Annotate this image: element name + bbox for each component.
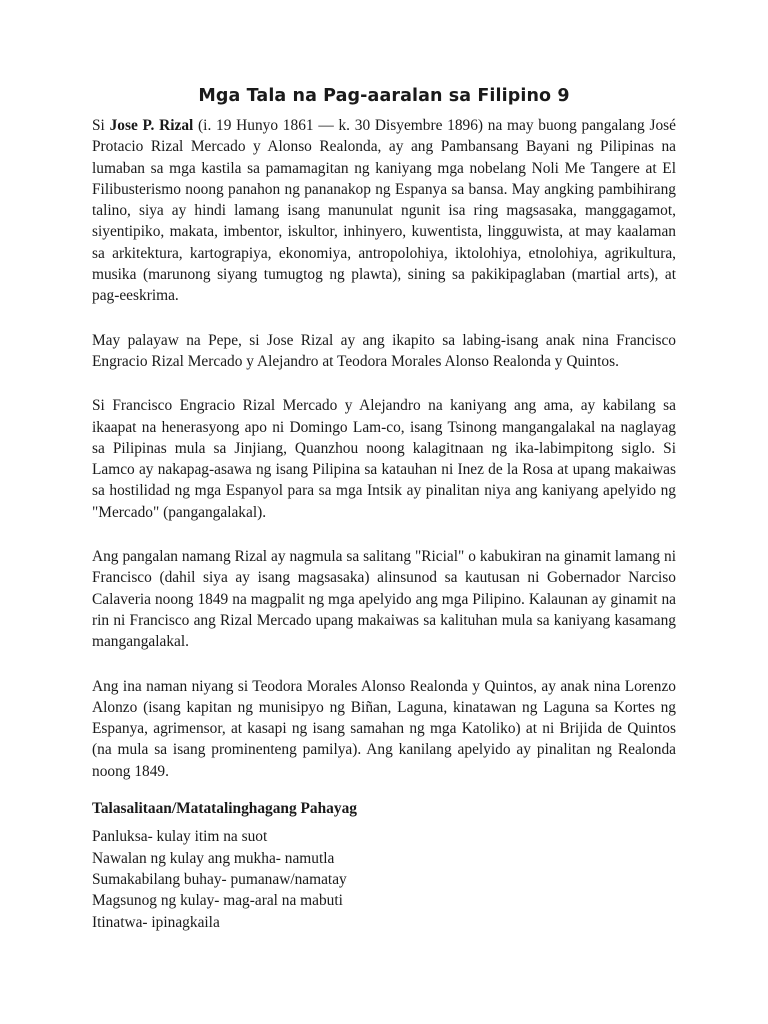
paragraph-rizal-intro (92, 115, 676, 307)
vocabulary-list (92, 826, 676, 932)
vocabulary-item: Sumakabilang buhay- pumanaw/namatay (92, 870, 347, 888)
rizal-name-bold: Jose P. Rizal (109, 117, 194, 134)
paragraph-prefix: Si (92, 117, 110, 134)
document-title: Mga Tala na Pag-aaralan sa Filipino 9 (198, 86, 570, 106)
paragraph-mother: Ang ina naman niyang si Teodora Morales Alonso Realonda y Quintos, ay anak nina Lorenzo Alonzo (isang kapitan ng munisipyo ng Biñan, Laguna, kinatawan ng Laguna sa Kortes ng Espanya, agrimensor, at kasapi ng isang samahan ng mga Katoliko) at ni Brijida de Quintos (na mula sa isang prominenteng pamilya). Ang kanilang apelyido ay pinalitan ng Realonda noong 1849. (92, 677, 676, 780)
paragraph-text: (i. 19 Hunyo 1861 — k. 30 Disyembre 1896) na may buong pangalang José Protacio Rizal Mercado y Alonso Realonda, ay ang Pambansang Bayani ng Pilipinas na lumaban sa mga kastila sa pamamagitan ng kaniyang mga nobelang Noli Me Tangere at El Filibusterismo noong panahon ng pananakop ng Espanya sa bansa. May angking pambihirang talino, siya ay hindi lamang isang manunulat ngunit isa ring magsasaka, manggagamot, siyentipiko, makata, imbentor, iskultor, inhinyero, kuwentista, lingguwista, at may kaalaman sa arkitektura, kartograpiya, ekonomiya, antropolohiya, iktolohiya, etnolohiya, agrikultura, musika (marunong siyang tumugtog ng plawta), sining sa pakikipaglaban (martial arts), at pag-eeskrima. (92, 117, 677, 305)
vocabulary-item: Itinatwa- ipinagkaila (92, 913, 220, 931)
paragraph-surname-origin: Ang pangalan namang Rizal ay nagmula sa salitang "Ricial" o kabukiran na ginamit lamang ni Francisco (dahil siya ay isang magsasaka) alinsunod sa kautusan ni Gobernador Narciso Calaveria noong 1849 na magpalit ng mga apelyido ang mga Pilipino. Kalaunan ay ginamit na rin ni Francisco ang Rizal Mercado upang makaiwas sa kalituhan mula sa kaniyang kasamang mangangalakal. (92, 548, 676, 651)
vocabulary-item: Magsunog ng kulay- mag-aral na mabuti (92, 892, 343, 910)
paragraph-nickname: May palayaw na Pepe, si Jose Rizal ay ang ikapito sa labing-isang anak nina Francisco Engracio Rizal Mercado y Alejandro at Teodora Morales Alonso Realonda y Quintos. (92, 331, 676, 370)
vocabulary-item: Panluksa- kulay itim na suot (92, 828, 268, 846)
vocabulary-heading: Talasalitaan/Matatalinghagang Pahayag (92, 800, 357, 818)
document-page (92, 86, 676, 933)
vocabulary-item: Nawalan ng kulay ang mukha- namutla (92, 849, 335, 867)
paragraph-father: Si Francisco Engracio Rizal Mercado y Alejandro na kaniyang ang ama, ay kabilang sa ikaapat na henerasyong apo ni Domingo Lam-co, isang Tsinong mangangalakal na naglayag sa Pilipinas mula sa Jinjiang, Quanzhou noong kalagitnaan ng ika-labimpitong siglo. Si Lamco ay nakapag-asawa ng isang Pilipina sa katauhan ni Inez de la Rosa at upang makaiwas sa hostilidad ng mga Espanyol para sa mga Intsik ay pinalitan niya ang kaniyang apelyido ng "Mercado" (pangangalakal). (92, 397, 676, 521)
